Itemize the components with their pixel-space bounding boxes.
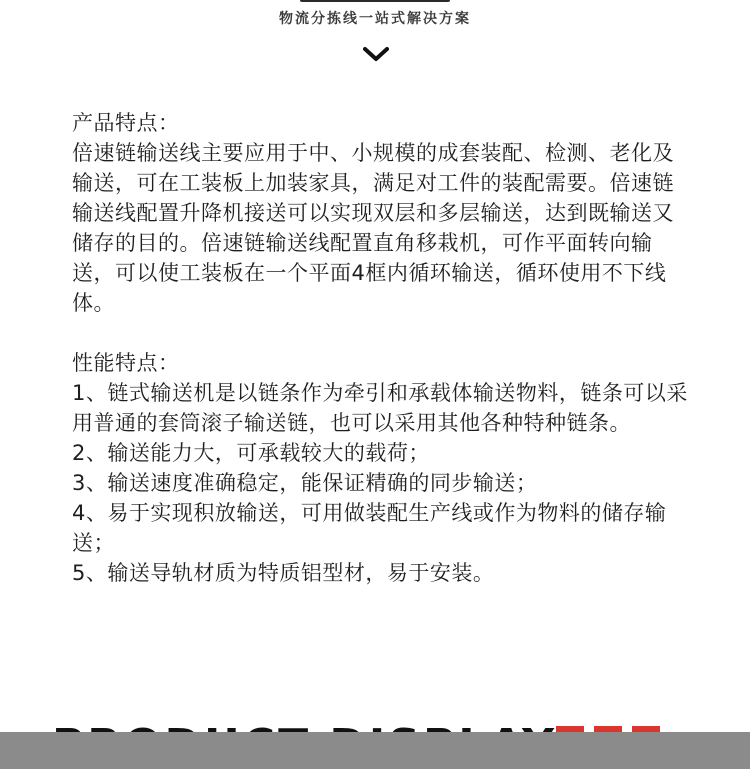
product-description xyxy=(72,108,692,588)
performance-item: 1、链式输送机是以链条作为牵引和承载体输送物料，链条可以采用普通的套筒滚子输送链，也可以采用其他各种特种链条。 xyxy=(72,381,688,435)
performance-item: 5、输送导轨材质为特质铝型材，易于安装。 xyxy=(72,561,495,585)
performance-item: 2、输送能力大，可承载较大的载荷； xyxy=(72,441,430,465)
features-body: 倍速链输送线主要应用于中、小规模的成套装配、检测、老化及输送，可在工装板上加装家具，满足对工件的装配需要。倍速链输送线配置升降机接送可以实现双层和多层输送，达到既输送又储存的目的。倍速链输送线配置直角移栽机，可作平面转向输送，可以使工装板在一个平面4框内循环输送，循环使用不下线体。 xyxy=(72,141,674,315)
bottom-overlay-bar xyxy=(0,732,750,769)
performance-heading: 性能特点： xyxy=(72,351,180,375)
top-title-fragment xyxy=(0,0,750,4)
chevron-down-icon xyxy=(363,46,389,62)
performance-item: 4、易于实现积放输送，可用做装配生产线或作为物料的储存输送； xyxy=(72,501,667,555)
features-heading: 产品特点： xyxy=(72,111,180,135)
section-subtitle: 物流分拣线一站式解决方案 xyxy=(279,11,471,27)
performance-item: 3、输送速度准确稳定，能保证精确的同步输送； xyxy=(72,471,538,495)
